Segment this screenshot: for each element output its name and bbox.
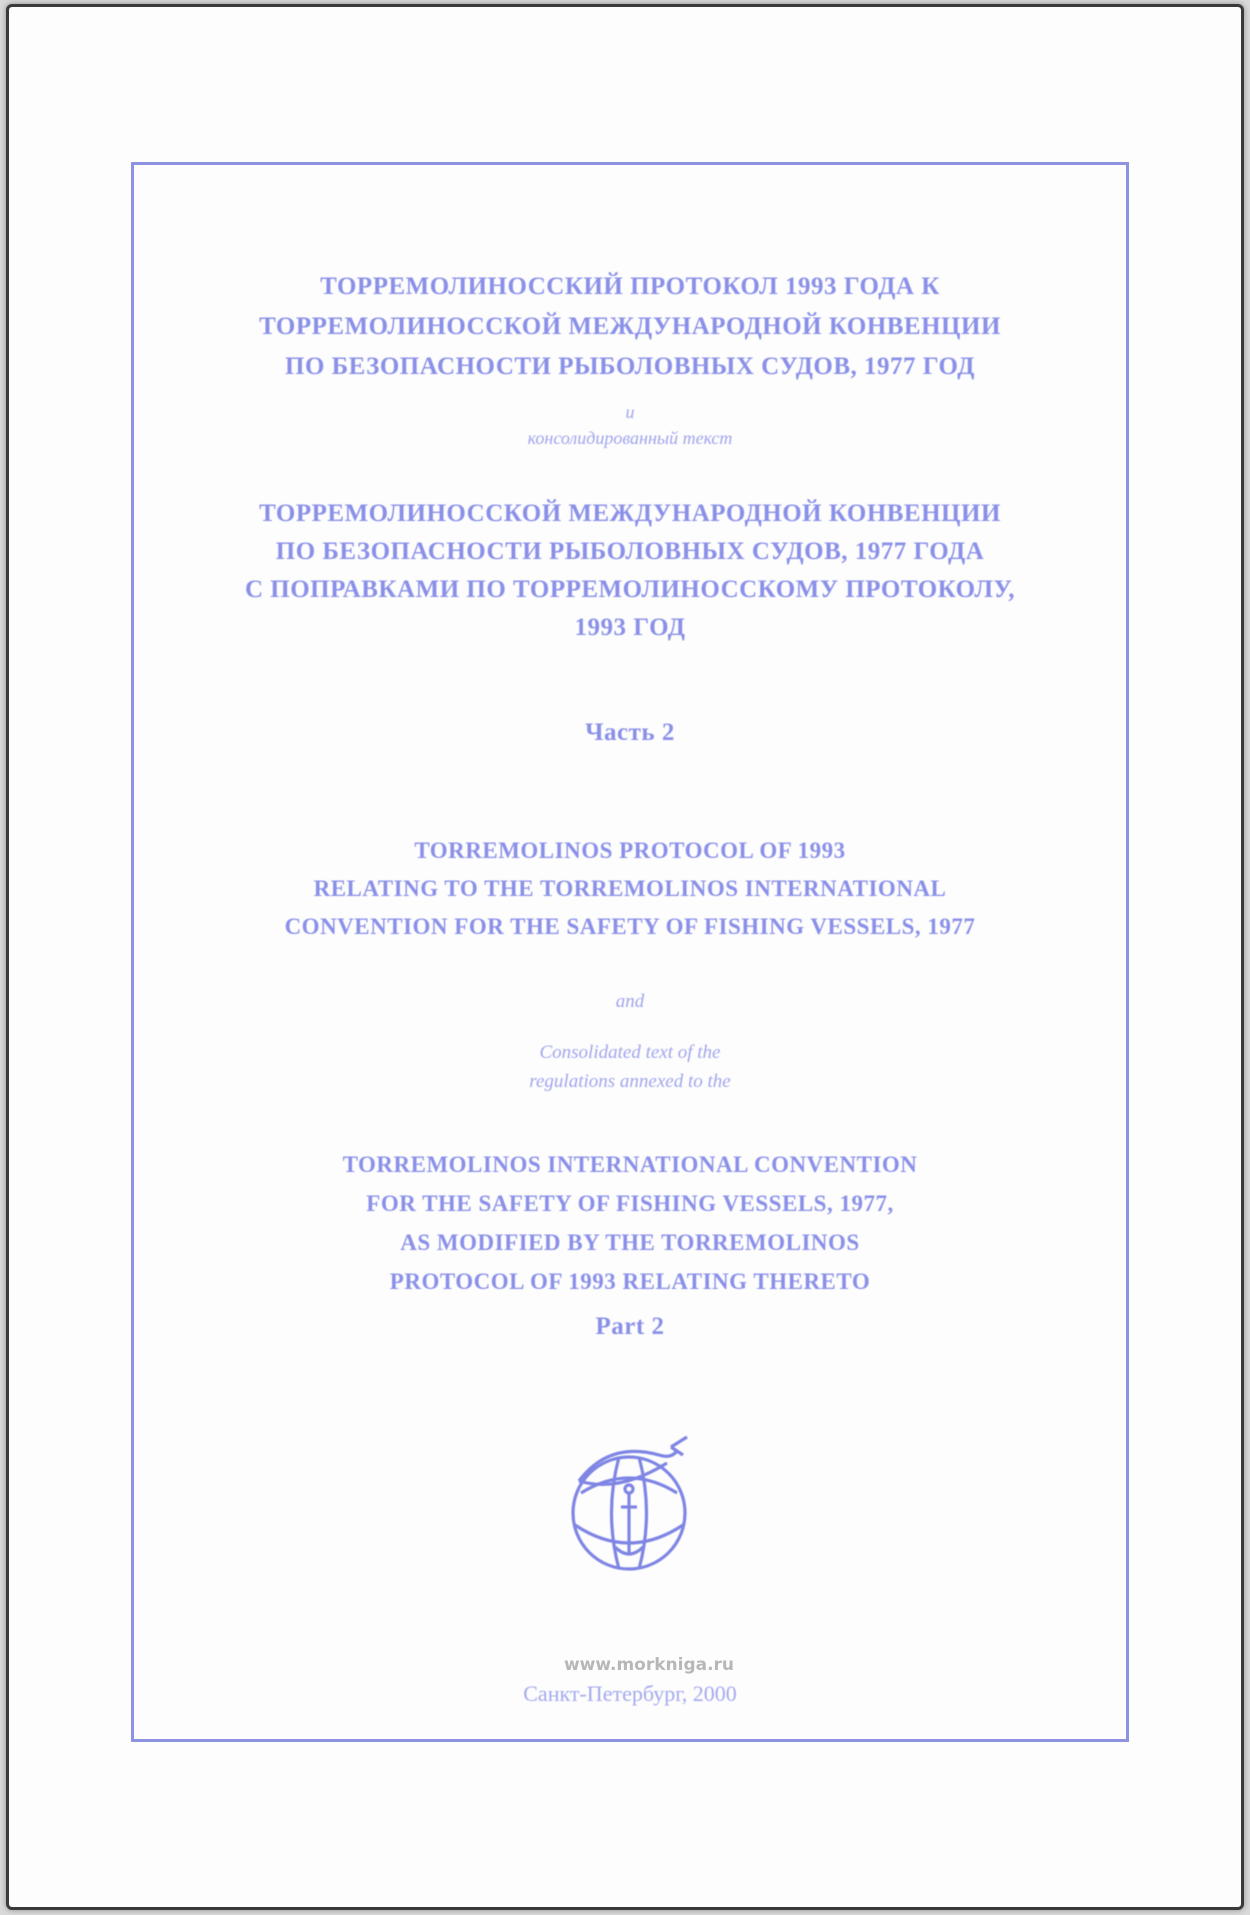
russian-title-line: ТОРРЕМОЛИНОССКИЙ ПРОТОКОЛ 1993 ГОДА К: [320, 273, 940, 300]
english-consolidated-text: [134, 1038, 1126, 1096]
cover-frame: [131, 162, 1129, 1742]
english-and: and: [615, 991, 645, 1012]
english-consolidated-line: Consolidated text of the: [539, 1042, 721, 1063]
russian-part-label: Часть 2: [585, 719, 675, 746]
russian-title: [134, 267, 1126, 387]
russian-title-line: ТОРРЕМОЛИНОССКОЙ МЕЖДУНАРОДНОЙ КОНВЕНЦИИ: [259, 313, 1001, 340]
russian-title-line: ПО БЕЗОПАСНОСТИ РЫБОЛОВНЫХ СУДОВ, 1977 ГОД: [285, 353, 975, 380]
russian-consolidated-text: консолидированный текст: [527, 428, 733, 448]
english-convention-line: FOR THE SAFETY OF FISHING VESSELS, 1977,: [366, 1191, 894, 1216]
russian-convention-line: 1993 ГОД: [574, 614, 686, 641]
english-part-label: Part 2: [595, 1313, 665, 1340]
english-consolidated-line: regulations annexed to the: [529, 1071, 731, 1092]
book-cover: [6, 4, 1244, 1910]
russian-convention-title: [134, 495, 1126, 647]
english-convention-line: TORREMOLINOS INTERNATIONAL CONVENTION: [342, 1152, 918, 1177]
watermark-url: www.morkniga.ru: [563, 1655, 735, 1675]
russian-and: и: [625, 402, 635, 422]
english-title-line: TORREMOLINOS PROTOCOL OF 1993: [414, 838, 846, 863]
english-title-line: RELATING TO THE TORREMOLINOS INTERNATIONAL: [313, 876, 947, 901]
russian-convention-line: С ПОПРАВКАМИ ПО ТОРРЕМОЛИНОССКОМУ ПРОТОКОЛУ,: [244, 576, 1016, 603]
english-convention-line: PROTOCOL OF 1993 RELATING THERETO: [389, 1269, 871, 1294]
imprint-place-year: Санкт-Петербург, 2000: [523, 1681, 737, 1706]
english-title: [134, 832, 1126, 946]
english-convention-line: AS MODIFIED BY THE TORREMOLINOS: [400, 1230, 860, 1255]
russian-convention-line: ПО БЕЗОПАСНОСТИ РЫБОЛОВНЫХ СУДОВ, 1977 ГОДА: [275, 538, 985, 565]
russian-convention-line: ТОРРЕМОЛИНОССКОЙ МЕЖДУНАРОДНОЙ КОНВЕНЦИИ: [259, 500, 1001, 527]
english-convention-title: [134, 1145, 1126, 1301]
english-title-line: CONVENTION FOR THE SAFETY OF FISHING VESSELS, 1977: [284, 914, 976, 939]
globe-anchor-fish-emblem-icon: [559, 1433, 704, 1578]
